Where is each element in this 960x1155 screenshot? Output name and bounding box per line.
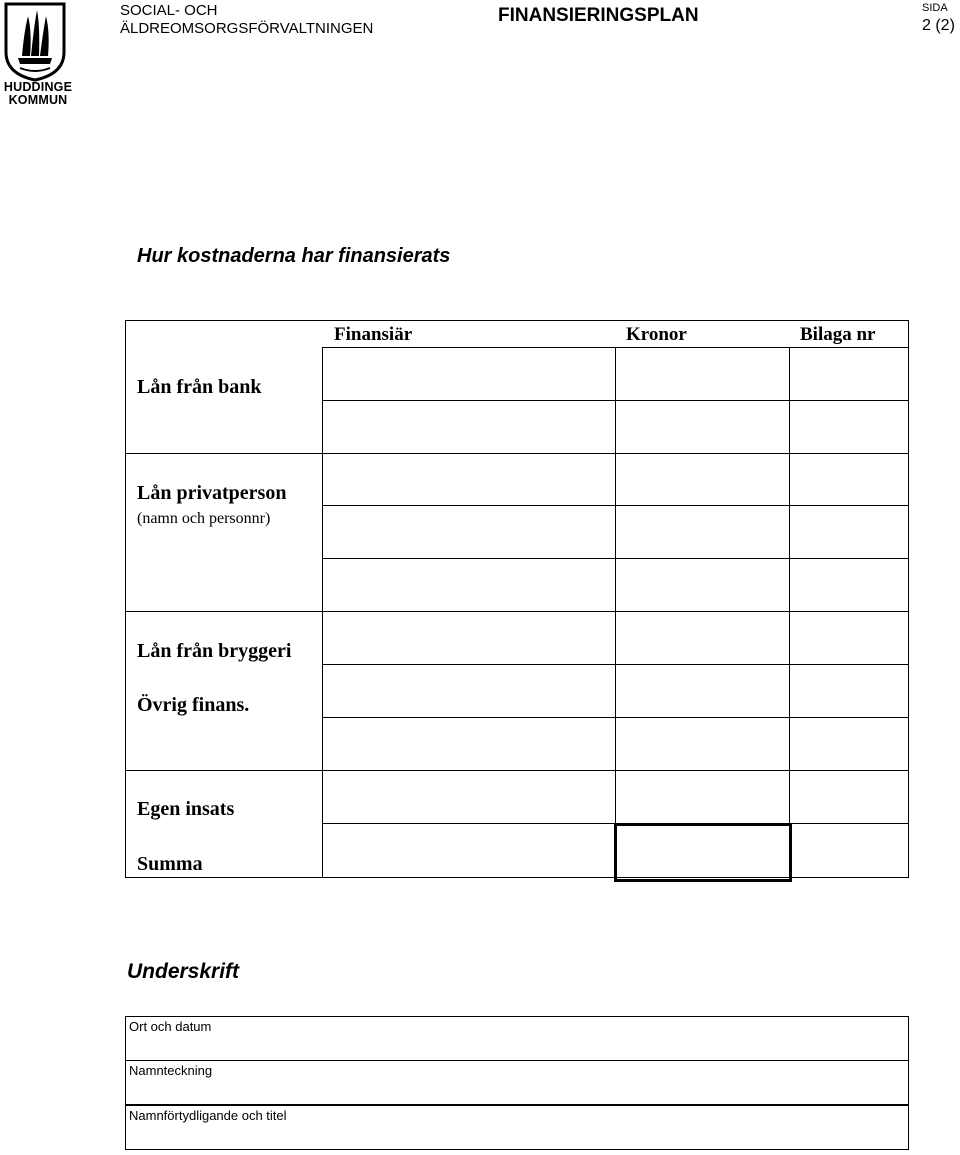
department-line-2: ÄLDREOMSORGSFÖRVALTNINGEN xyxy=(120,20,374,37)
document-title: FINANSIERINGSPLAN xyxy=(498,5,699,26)
table-border-left xyxy=(125,320,126,877)
brewery-financier-field[interactable] xyxy=(323,612,615,664)
grid-line xyxy=(322,717,908,718)
own-attachment-field[interactable] xyxy=(790,771,908,823)
other-amount-field[interactable] xyxy=(616,665,789,717)
coat-of-arms-icon xyxy=(4,2,72,82)
column-header-amount: Kronor xyxy=(626,324,687,345)
page-number: 2 (2) xyxy=(922,17,955,34)
brewery-attachment-field[interactable] xyxy=(790,612,908,664)
signature-title: Underskrift xyxy=(127,960,240,983)
own-amount-field[interactable] xyxy=(616,771,789,823)
department-line-1: SOCIAL- OCH xyxy=(120,2,218,19)
table-border-right xyxy=(908,320,909,877)
private-amount-field[interactable] xyxy=(616,454,789,505)
row-label-private-loan: Lån privatperson xyxy=(137,482,287,504)
row-label-own-contribution: Egen insats xyxy=(137,798,235,820)
page-label: SIDA xyxy=(922,2,948,14)
row-sublabel-private-loan: (namn och personnr) xyxy=(137,510,271,527)
logo-text: HUDDINGE KOMMUN xyxy=(3,80,73,107)
bank-attachment-field[interactable] xyxy=(790,348,908,400)
grid-line xyxy=(322,400,908,401)
row-label-brewery-loan: Lån från bryggeri xyxy=(137,640,292,662)
table-border-top xyxy=(125,320,909,321)
other-attachment-field[interactable] xyxy=(790,665,908,717)
column-header-attachment: Bilaga nr xyxy=(800,324,876,345)
column-header-financier: Finansiär xyxy=(334,324,413,345)
section-title: Hur kostnaderna har finansierats xyxy=(137,245,451,267)
name-title-field[interactable] xyxy=(125,1105,909,1150)
signature-label: Namnteckning xyxy=(129,1063,213,1078)
bank-financier-field[interactable] xyxy=(323,348,615,400)
name-title-label: Namnförtydligande och titel xyxy=(129,1108,287,1123)
bank-amount-field[interactable] xyxy=(616,348,789,400)
private-attachment-field[interactable] xyxy=(790,454,908,505)
brewery-amount-field[interactable] xyxy=(616,612,789,664)
row-label-other-financing: Övrig finans. xyxy=(137,694,250,716)
private-financier-field[interactable] xyxy=(323,454,615,505)
grid-line xyxy=(322,505,908,506)
signature-field[interactable] xyxy=(125,1060,909,1105)
row-label-sum: Summa xyxy=(137,853,203,875)
grid-line xyxy=(322,558,908,559)
row-label-bank-loan: Lån från bank xyxy=(137,376,262,398)
other-financier-field[interactable] xyxy=(323,665,615,717)
sum-amount-field[interactable] xyxy=(614,823,792,882)
place-date-label: Ort och datum xyxy=(129,1019,212,1034)
own-financier-field[interactable] xyxy=(323,771,615,823)
place-date-field[interactable] xyxy=(125,1016,909,1061)
